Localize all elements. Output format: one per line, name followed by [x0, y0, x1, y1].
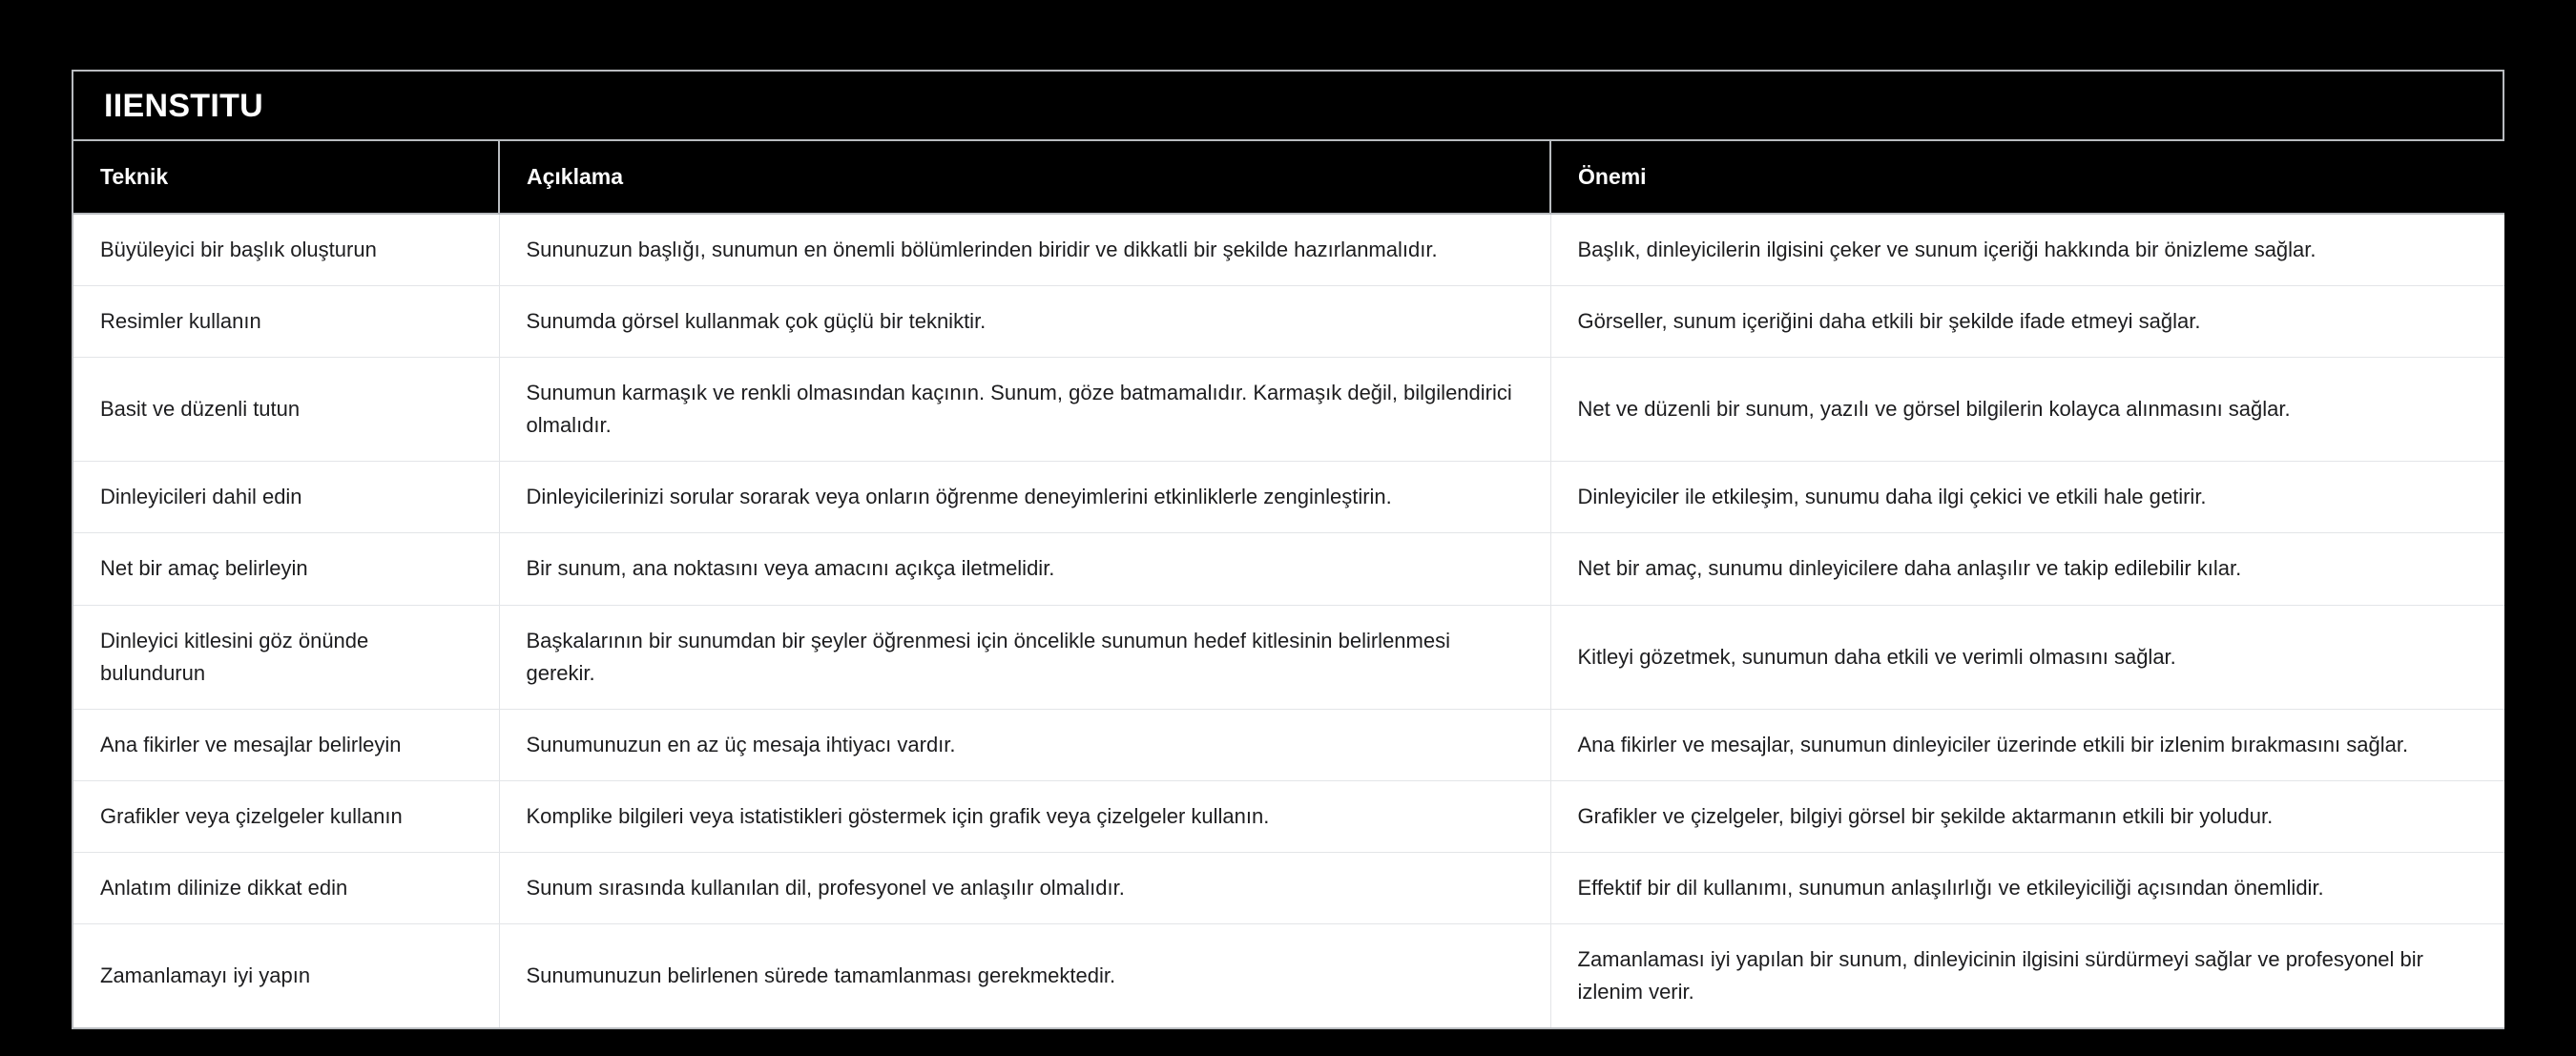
table-row	[73, 286, 2504, 358]
cell-teknik	[73, 605, 499, 709]
cell-text-aciklama: Dinleyicilerinizi sorular sorarak veya onların öğrenme deneyimlerini etkinliklerle zenginleştirin.	[526, 485, 1392, 509]
cell-aciklama	[499, 286, 1550, 358]
cell-aciklama	[499, 852, 1550, 923]
table-row	[73, 214, 2504, 286]
table-header-row	[73, 141, 2504, 214]
cell-text-onemi: Kitleyi gözetmek, sunumun daha etkili ve verimli olmasını sağlar.	[1577, 644, 2176, 669]
techniques-table-card	[72, 70, 2504, 1029]
cell-text-onemi: Net ve düzenli bir sunum, yazılı ve görsel bilgilerin kolayca alınmasını sağlar.	[1577, 397, 2291, 422]
table-header	[73, 141, 2504, 214]
cell-aciklama	[499, 533, 1550, 605]
cell-text-teknik: Büyüleyici bir başlık oluşturun	[100, 238, 377, 261]
cell-text-aciklama: Komplike bilgileri veya istatistikleri göstermek için grafik veya çizelgeler kullanın.	[526, 803, 1270, 828]
cell-onemi	[1550, 852, 2504, 923]
cell-onemi	[1550, 709, 2504, 780]
cell-text-aciklama: Başkalarının bir sunumdan bir şeyler öğrenmesi için öncelikle sunumun hedef kitlesinin belirlenmesi gerekir.	[526, 628, 1450, 685]
cell-onemi	[1550, 462, 2504, 533]
cell-aciklama	[499, 605, 1550, 709]
cell-aciklama	[499, 924, 1550, 1028]
cell-text-teknik: Anlatım dilinize dikkat edin	[100, 875, 348, 900]
cell-teknik	[73, 462, 499, 533]
cell-onemi	[1550, 924, 2504, 1028]
cell-teknik	[73, 924, 499, 1028]
cell-text-aciklama: Sunumunuzun belirlenen sürede tamamlanması gerekmektedir.	[526, 963, 1116, 988]
cell-text-teknik: Dinleyici kitlesini göz önünde bulundurun	[100, 628, 369, 685]
cell-onemi	[1550, 358, 2504, 462]
cell-text-aciklama: Bir sunum, ana noktasını veya amacını açıkça iletmelidir.	[526, 556, 1055, 581]
cell-text-aciklama: Sunum sırasında kullanılan dil, profesyonel ve anlaşılır olmalıdır.	[526, 875, 1125, 900]
cell-text-teknik: Dinleyicileri dahil edin	[100, 485, 302, 509]
cell-text-onemi: Görseller, sunum içeriğini daha etkili bir şekilde ifade etmeyi sağlar.	[1577, 309, 2201, 334]
cell-aciklama	[499, 462, 1550, 533]
table-row	[73, 709, 2504, 780]
column-header-onemi: Önemi	[1550, 141, 2504, 214]
cell-teknik	[73, 533, 499, 605]
cell-aciklama	[499, 358, 1550, 462]
cell-text-onemi: Zamanlaması iyi yapılan bir sunum, dinleyicinin ilgisini sürdürmeyi sağlar ve profesyonel bir izlenim verir.	[1577, 947, 2423, 1004]
cell-teknik	[73, 852, 499, 923]
table-row	[73, 533, 2504, 605]
cell-aciklama	[499, 214, 1550, 286]
cell-onemi	[1550, 286, 2504, 358]
cell-text-onemi: Effektif bir dil kullanımı, sunumun anlaşılırlığı ve etkileyiciliği açısından önemlidir.	[1577, 875, 2324, 900]
cell-text-teknik: Ana fikirler ve mesajlar belirleyin	[100, 732, 402, 756]
cell-onemi	[1550, 605, 2504, 709]
cell-text-onemi: Ana fikirler ve mesajlar, sunumun dinleyiciler üzerinde etkili bir izlenim bırakmasını sağlar.	[1577, 732, 2409, 756]
table-row	[73, 605, 2504, 709]
cell-text-onemi: Grafikler ve çizelgeler, bilgiyi görsel bir şekilde aktarmanın etkili bir yoludur.	[1577, 803, 2274, 828]
cell-teknik	[73, 286, 499, 358]
cell-text-onemi: Net bir amaç, sunumu dinleyicilere daha anlaşılır ve takip edilebilir kılar.	[1577, 556, 2242, 581]
cell-text-teknik: Net bir amaç belirleyin	[100, 556, 308, 581]
cell-onemi	[1550, 780, 2504, 852]
cell-onemi	[1550, 533, 2504, 605]
cell-onemi	[1550, 214, 2504, 286]
brand-bar	[73, 72, 2503, 141]
cell-text-aciklama: Sunumda görsel kullanmak çok güçlü bir tekniktir.	[526, 309, 987, 334]
table-row	[73, 924, 2504, 1028]
cell-text-teknik: Resimler kullanın	[100, 309, 261, 334]
techniques-table	[73, 141, 2504, 1027]
cell-text-aciklama: Sunumunuzun en az üç mesaja ihtiyacı vardır.	[526, 732, 956, 756]
cell-teknik	[73, 214, 499, 286]
cell-teknik	[73, 780, 499, 852]
table-body	[73, 214, 2504, 1027]
cell-text-aciklama: Sununuzun başlığı, sunumun en önemli bölümlerinden biridir ve dikkatli bir şekilde hazırlanmalıdır.	[526, 238, 1438, 261]
brand-logo: IIENSTITU	[104, 87, 264, 124]
cell-text-teknik: Zamanlamayı iyi yapın	[100, 963, 311, 988]
table-row	[73, 462, 2504, 533]
cell-text-onemi: Dinleyiciler ile etkileşim, sunumu daha ilgi çekici ve etkili hale getirir.	[1577, 485, 2207, 509]
column-header-aciklama: Açıklama	[499, 141, 1550, 214]
column-header-teknik: Teknik	[73, 141, 499, 214]
cell-text-aciklama: Sunumun karmaşık ve renkli olmasından kaçının. Sunum, göze batmamalıdır. Karmaşık değil, bilgilendirici olmalıdır.	[526, 381, 1512, 438]
table-row	[73, 780, 2504, 852]
cell-text-teknik: Basit ve düzenli tutun	[100, 397, 301, 422]
cell-aciklama	[499, 780, 1550, 852]
cell-aciklama	[499, 709, 1550, 780]
cell-text-onemi: Başlık, dinleyicilerin ilgisini çeker ve sunum içeriği hakkında bir önizleme sağlar.	[1577, 238, 2316, 261]
cell-teknik	[73, 709, 499, 780]
table-row	[73, 358, 2504, 462]
table-row	[73, 852, 2504, 923]
cell-text-teknik: Grafikler veya çizelgeler kullanın	[100, 803, 403, 828]
cell-teknik	[73, 358, 499, 462]
